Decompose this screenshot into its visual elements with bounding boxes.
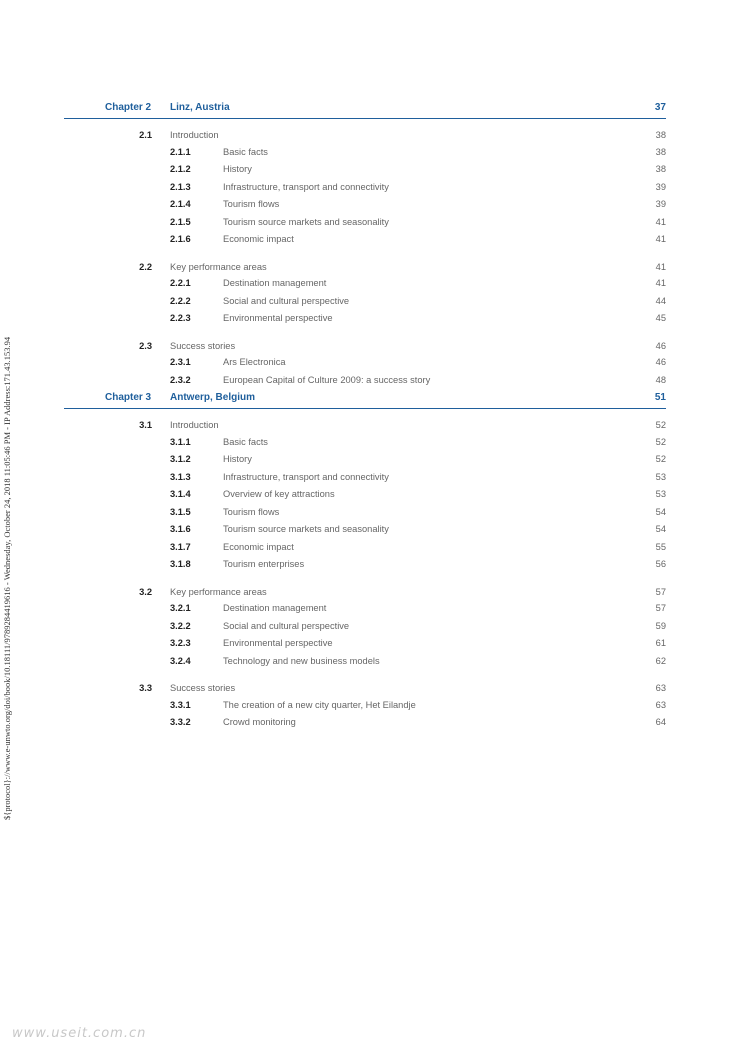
subsection-title: Infrastructure, transport and connectivity xyxy=(223,181,389,192)
subsection-title: Social and cultural perspective xyxy=(223,295,350,306)
subsection-title: Crowd monitoring xyxy=(223,717,296,727)
spacer xyxy=(64,671,666,680)
subsection-number: 3.1.3 xyxy=(170,471,191,482)
subsection-page-number: 52 xyxy=(655,436,666,447)
section-number: 2.2 xyxy=(139,261,152,272)
subsection-number: 2.1.1 xyxy=(170,146,191,157)
subsection-number: 2.1.3 xyxy=(170,181,191,192)
subsection-number: 2.1.4 xyxy=(170,199,191,209)
spacer xyxy=(64,329,666,338)
subsection-number: 2.3.2 xyxy=(170,374,191,385)
subsection-entry[interactable] xyxy=(64,294,666,312)
section-entry[interactable] xyxy=(64,680,666,698)
chapter-label: Chapter 3 xyxy=(105,392,152,403)
chapter-title: Antwerp, Belgium xyxy=(170,392,256,403)
subsection-number: 3.1.4 xyxy=(170,489,191,499)
subsection-entry[interactable] xyxy=(64,470,666,488)
subsection-entry[interactable] xyxy=(64,162,666,180)
subsection-entry[interactable] xyxy=(64,505,666,523)
subsection-page-number: 59 xyxy=(655,620,666,631)
subsection-entry[interactable] xyxy=(64,197,666,215)
subsection-title: Tourism source markets and seasonality xyxy=(223,524,389,534)
subsection-number: 3.1.5 xyxy=(170,506,191,517)
subsection-title: Environmental perspective xyxy=(223,638,333,648)
section-page-number: 41 xyxy=(655,261,666,272)
subsection-entry[interactable] xyxy=(64,601,666,619)
subsection-entry[interactable] xyxy=(64,311,666,329)
section-page-number: 63 xyxy=(655,683,666,693)
subsection-number: 2.1.6 xyxy=(170,234,191,244)
section-title: Introduction xyxy=(170,130,219,140)
subsection-page-number: 61 xyxy=(655,638,666,648)
section-entry[interactable] xyxy=(64,259,666,277)
subsection-page-number: 64 xyxy=(655,717,666,727)
subsection-page-number: 41 xyxy=(655,278,666,288)
table-of-contents xyxy=(64,100,666,733)
subsection-entry[interactable] xyxy=(64,215,666,233)
subsection-title: Social and cultural perspective xyxy=(223,620,350,631)
section-entry[interactable] xyxy=(64,584,666,602)
subsection-number: 3.2.2 xyxy=(170,620,191,631)
section-number: 3.3 xyxy=(139,683,152,693)
subsection-number: 3.2.4 xyxy=(170,655,191,666)
section-number: 2.1 xyxy=(139,130,152,140)
subsection-entry[interactable] xyxy=(64,522,666,540)
chapter-label: Chapter 2 xyxy=(105,102,152,113)
subsection-title: Infrastructure, transport and connectivity xyxy=(223,471,389,482)
subsection-page-number: 46 xyxy=(655,357,666,367)
section-number: 3.2 xyxy=(139,586,152,597)
subsection-number: 2.1.5 xyxy=(170,216,191,227)
site-watermark: www.useit.com.cn xyxy=(12,1026,147,1041)
subsection-page-number: 63 xyxy=(655,699,666,710)
subsection-page-number: 39 xyxy=(655,181,666,192)
subsection-page-number: 53 xyxy=(655,471,666,482)
subsection-page-number: 55 xyxy=(655,541,666,552)
subsection-number: 2.2.1 xyxy=(170,278,191,288)
section-title: Key performance areas xyxy=(170,586,267,597)
subsection-number: 3.1.8 xyxy=(170,559,191,569)
section-page-number: 38 xyxy=(655,130,666,140)
subsection-title: Destination management xyxy=(223,603,327,613)
subsection-title: Technology and new business models xyxy=(223,655,380,666)
subsection-page-number: 38 xyxy=(655,146,666,157)
chapter-entry[interactable] xyxy=(64,390,666,406)
subsection-number: 3.2.1 xyxy=(170,603,191,613)
subsection-entry[interactable] xyxy=(64,715,666,733)
spacer xyxy=(64,119,666,127)
subsection-page-number: 54 xyxy=(655,524,666,534)
subsection-page-number: 53 xyxy=(655,489,666,499)
download-watermark: ${protocol}://www.e-unwto.org/doi/book/10.18111/9789284419616 - Wednesday, October 24, 2018 11:05:46 PM - IP Address:171.43.153.94 xyxy=(2,336,12,820)
section-number: 3.1 xyxy=(139,420,152,430)
chapter-page-number: 51 xyxy=(654,392,666,403)
subsection-page-number: 41 xyxy=(655,234,666,244)
subsection-number: 2.1.2 xyxy=(170,164,191,174)
section-title: Key performance areas xyxy=(170,261,267,272)
section-title: Success stories xyxy=(170,683,236,693)
section-title: Success stories xyxy=(170,340,236,351)
spacer xyxy=(64,575,666,584)
subsection-title: European Capital of Culture 2009: a success story xyxy=(223,374,431,385)
subsection-entry[interactable] xyxy=(64,487,666,505)
subsection-number: 3.3.1 xyxy=(170,699,191,710)
subsection-title: Economic impact xyxy=(223,234,294,244)
subsection-page-number: 38 xyxy=(655,164,666,174)
subsection-page-number: 44 xyxy=(655,295,666,306)
subsection-number: 2.2.3 xyxy=(170,313,191,323)
subsection-entry[interactable] xyxy=(64,557,666,575)
section-entry[interactable] xyxy=(64,338,666,356)
subsection-number: 2.2.2 xyxy=(170,295,191,306)
spacer xyxy=(64,409,666,417)
subsection-title: Tourism flows xyxy=(223,199,280,209)
subsection-title: History xyxy=(223,454,252,464)
subsection-title: Overview of key attractions xyxy=(223,489,335,499)
subsection-entry[interactable] xyxy=(64,373,666,391)
subsection-page-number: 52 xyxy=(655,454,666,464)
subsection-number: 3.1.1 xyxy=(170,436,191,447)
subsection-page-number: 56 xyxy=(655,559,666,569)
subsection-title: Ars Electronica xyxy=(223,357,286,367)
subsection-title: Tourism flows xyxy=(223,506,280,517)
spacer xyxy=(64,250,666,259)
subsection-title: Economic impact xyxy=(223,541,294,552)
chapter-title: Linz, Austria xyxy=(170,102,230,113)
subsection-page-number: 41 xyxy=(655,216,666,227)
subsection-title: Basic facts xyxy=(223,146,268,157)
section-title: Introduction xyxy=(170,420,219,430)
subsection-entry[interactable] xyxy=(64,698,666,716)
chapter-entry[interactable] xyxy=(64,100,666,116)
subsection-number: 3.3.2 xyxy=(170,717,191,727)
subsection-page-number: 39 xyxy=(655,199,666,209)
subsection-entry[interactable] xyxy=(64,232,666,250)
subsection-entry[interactable] xyxy=(64,276,666,294)
subsection-entry[interactable] xyxy=(64,654,666,672)
subsection-page-number: 48 xyxy=(655,374,666,385)
subsection-entry[interactable] xyxy=(64,145,666,163)
subsection-entry[interactable] xyxy=(64,540,666,558)
subsection-number: 3.1.6 xyxy=(170,524,191,534)
subsection-entry[interactable] xyxy=(64,355,666,373)
subsection-page-number: 45 xyxy=(655,313,666,323)
subsection-title: Environmental perspective xyxy=(223,313,333,323)
subsection-title: Tourism enterprises xyxy=(223,559,305,569)
section-entry[interactable] xyxy=(64,417,666,435)
subsection-title: History xyxy=(223,164,252,174)
subsection-page-number: 57 xyxy=(655,603,666,613)
chapter-page-number: 37 xyxy=(654,102,666,113)
subsection-page-number: 62 xyxy=(655,655,666,666)
subsection-page-number: 54 xyxy=(655,506,666,517)
subsection-title: Destination management xyxy=(223,278,327,288)
subsection-entry[interactable] xyxy=(64,619,666,637)
section-number: 2.3 xyxy=(139,340,152,351)
subsection-title: The creation of a new city quarter, Het Eilandje xyxy=(223,699,416,710)
section-entry[interactable] xyxy=(64,127,666,145)
subsection-entry[interactable] xyxy=(64,180,666,198)
subsection-number: 2.3.1 xyxy=(170,357,191,367)
section-page-number: 46 xyxy=(655,340,666,351)
subsection-title: Basic facts xyxy=(223,436,268,447)
subsection-entry[interactable] xyxy=(64,452,666,470)
section-page-number: 52 xyxy=(655,420,666,430)
subsection-number: 3.1.2 xyxy=(170,454,191,464)
section-page-number: 57 xyxy=(655,586,666,597)
subsection-title: Tourism source markets and seasonality xyxy=(223,216,389,227)
subsection-entry[interactable] xyxy=(64,435,666,453)
subsection-number: 3.2.3 xyxy=(170,638,191,648)
subsection-number: 3.1.7 xyxy=(170,541,191,552)
subsection-entry[interactable] xyxy=(64,636,666,654)
